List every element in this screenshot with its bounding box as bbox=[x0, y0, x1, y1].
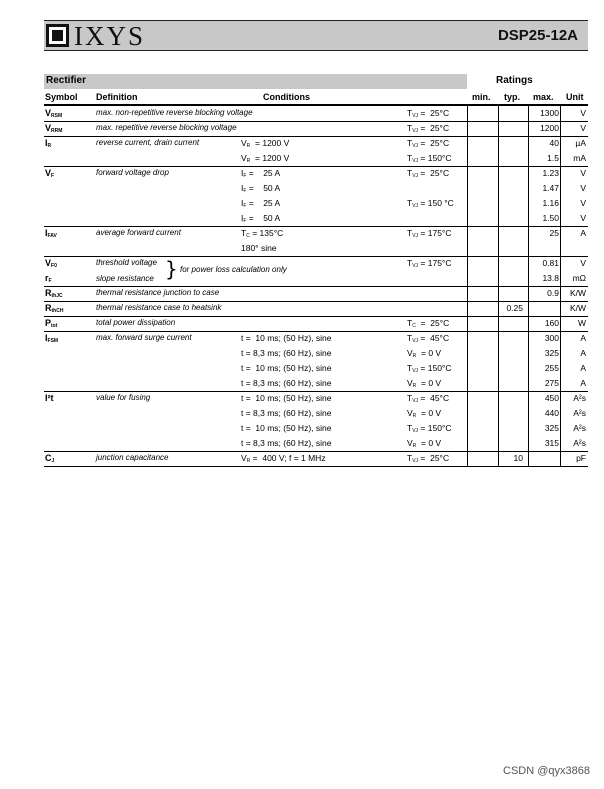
row-symbol: $R_{thJC}$ bbox=[45, 288, 63, 299]
column-rule bbox=[560, 316, 561, 331]
table-row bbox=[44, 301, 588, 317]
col-typ: typ. bbox=[504, 92, 521, 102]
row-symbol-2: $r_F$ bbox=[45, 273, 52, 284]
table-row bbox=[44, 316, 588, 332]
column-rule bbox=[467, 316, 468, 331]
row-unit: K/W bbox=[569, 303, 586, 313]
row-condition: 180° sine bbox=[241, 243, 277, 253]
column-rule bbox=[467, 286, 468, 301]
row-condition: $I_F$ = 25 A bbox=[241, 168, 281, 179]
row-unit: A²s bbox=[573, 408, 586, 418]
row-unit: V bbox=[580, 213, 586, 223]
col-symbol: Symbol bbox=[45, 92, 78, 102]
row-definition: forward voltage drop bbox=[96, 168, 169, 177]
row-condition: t = 10 ms; (50 Hz), sine bbox=[241, 363, 332, 373]
row-condition: t = 10 ms; (50 Hz), sine bbox=[241, 423, 332, 433]
row-max-value: 0.9 bbox=[547, 288, 559, 298]
table-row bbox=[44, 106, 588, 122]
row-temperature: $T_{VJ} = 150$ °C bbox=[407, 198, 454, 209]
col-conditions: Conditions bbox=[263, 92, 310, 102]
row-max-value: 275 bbox=[544, 378, 559, 388]
column-rule bbox=[528, 301, 529, 316]
row-temperature: $T_{VJ} = 25^\circ C$ bbox=[407, 123, 450, 134]
column-rule bbox=[560, 451, 561, 466]
column-rule bbox=[498, 316, 499, 331]
row-symbol: $V_{RRM}$ bbox=[45, 123, 63, 134]
column-rule bbox=[560, 106, 561, 121]
row-unit: A bbox=[580, 228, 586, 238]
row-condition: t = 8,3 ms; (60 Hz), sine bbox=[241, 438, 332, 448]
row-definition: value for fusing bbox=[96, 393, 151, 402]
row-condition: $V_R = 400$ V; f = 1 MHz bbox=[241, 453, 326, 464]
row-temperature: $T_C = 25^\circ C$ bbox=[407, 318, 450, 329]
row-unit: mA bbox=[573, 153, 586, 163]
column-rule bbox=[560, 121, 561, 136]
row-condition: $T_C = 135^\circ C$ bbox=[241, 228, 284, 239]
row-unit: V bbox=[580, 183, 586, 193]
column-rule bbox=[467, 106, 468, 121]
table-row bbox=[44, 166, 588, 227]
column-rule bbox=[498, 166, 499, 226]
row-unit: mΩ bbox=[572, 273, 586, 283]
row-unit: µA bbox=[575, 138, 586, 148]
row-condition: t = 10 ms; (50 Hz), sine bbox=[241, 393, 332, 403]
column-rule bbox=[560, 256, 561, 286]
row-max-value: 13.8 bbox=[542, 273, 559, 283]
row-condition: t = 8,3 ms; (60 Hz), sine bbox=[241, 378, 332, 388]
row-unit: pF bbox=[576, 453, 586, 463]
row-symbol: $I_{FSM}$ bbox=[45, 333, 59, 344]
row-temperature: $T_{VJ} = 25^\circ C$ bbox=[407, 168, 450, 179]
table-row bbox=[44, 136, 588, 167]
table-row bbox=[44, 226, 588, 257]
row-temperature: $V_R = 0$ V bbox=[407, 408, 442, 419]
row-condition: t = 10 ms; (50 Hz), sine bbox=[241, 333, 332, 343]
row-definition: reverse current, drain current bbox=[96, 138, 200, 147]
row-temperature: $T_{VJ} = 150^\circ C$ bbox=[407, 423, 452, 434]
column-rule bbox=[498, 256, 499, 286]
column-rule bbox=[467, 331, 468, 391]
row-definition: average forward current bbox=[96, 228, 181, 237]
row-unit: V bbox=[580, 258, 586, 268]
column-rule bbox=[560, 166, 561, 226]
column-rule bbox=[467, 301, 468, 316]
col-max: max. bbox=[533, 92, 554, 102]
ixys-logo-icon bbox=[46, 24, 69, 47]
row-max-value: 1.5 bbox=[547, 153, 559, 163]
brand-logo-text: IXYS bbox=[74, 21, 146, 51]
column-rule bbox=[560, 286, 561, 301]
column-rule bbox=[560, 226, 561, 256]
column-rule bbox=[560, 331, 561, 391]
column-rule bbox=[498, 286, 499, 301]
column-rule bbox=[467, 256, 468, 286]
column-rule bbox=[467, 451, 468, 466]
row-temperature: $T_{VJ} = 175^\circ C$ bbox=[407, 228, 452, 239]
row-typ-value: 10 bbox=[513, 453, 523, 463]
row-condition: $I_F$ = 25 A bbox=[241, 198, 281, 209]
page-header bbox=[44, 20, 588, 51]
row-definition: max. forward surge current bbox=[96, 333, 192, 342]
row-definition: junction capacitance bbox=[96, 453, 169, 462]
row-unit: A²s bbox=[573, 423, 586, 433]
column-rule bbox=[467, 166, 468, 226]
row-unit: V bbox=[580, 198, 586, 208]
row-definition: thermal resistance case to heatsink bbox=[96, 303, 222, 312]
column-rule bbox=[560, 301, 561, 316]
row-max-value: 1200 bbox=[540, 123, 559, 133]
ratings-label: Ratings bbox=[496, 75, 533, 86]
row-max-value: 160 bbox=[544, 318, 559, 328]
row-symbol: $I_{FAV}$ bbox=[45, 228, 57, 239]
row-unit: A bbox=[580, 333, 586, 343]
column-rule bbox=[498, 331, 499, 391]
row-max-value: 255 bbox=[544, 363, 559, 373]
row-max-value: 325 bbox=[544, 348, 559, 358]
row-symbol: $R_{thCH}$ bbox=[45, 303, 64, 314]
col-definition: Definition bbox=[96, 92, 138, 102]
row-unit: V bbox=[580, 108, 586, 118]
row-unit: K/W bbox=[569, 288, 586, 298]
row-symbol: $V_{RSM}$ bbox=[45, 108, 63, 119]
row-max-value: 1.50 bbox=[542, 213, 559, 223]
row-max-value: 325 bbox=[544, 423, 559, 433]
row-max-value: 300 bbox=[544, 333, 559, 343]
table-row bbox=[44, 451, 588, 467]
row-temperature: $T_{VJ} = 175^\circ C$ bbox=[407, 258, 452, 269]
row-max-value: 25 bbox=[549, 228, 559, 238]
table-row bbox=[44, 256, 588, 287]
section-header bbox=[44, 74, 467, 89]
table-row bbox=[44, 331, 588, 392]
brace-icon: } bbox=[165, 257, 178, 281]
row-temperature: $T_{VJ} = 25^\circ C$ bbox=[407, 453, 450, 464]
column-rule bbox=[560, 391, 561, 451]
column-rule bbox=[560, 136, 561, 166]
row-temperature: $T_{VJ} = 45^\circ C$ bbox=[407, 333, 450, 344]
column-rule bbox=[498, 226, 499, 256]
row-symbol: $V_F$ bbox=[45, 168, 55, 179]
row-max-value: 0.81 bbox=[542, 258, 559, 268]
row-symbol: I²t bbox=[45, 393, 54, 403]
row-definition: total power dissipation bbox=[96, 318, 176, 327]
row-temperature: $T_{VJ} = 150^\circ C$ bbox=[407, 153, 452, 164]
col-unit: Unit bbox=[566, 92, 584, 102]
section-title: Rectifier bbox=[46, 75, 87, 86]
row-unit: A²s bbox=[573, 393, 586, 403]
row-temperature: $V_R = 0$ V bbox=[407, 438, 442, 449]
row-symbol: $C_J$ bbox=[45, 453, 55, 464]
col-min: min. bbox=[472, 92, 491, 102]
column-header-row bbox=[44, 90, 588, 106]
row-definition: thermal resistance junction to case bbox=[96, 288, 220, 297]
row-symbol: $I_R$ bbox=[45, 138, 52, 149]
row-max-value: 1300 bbox=[540, 108, 559, 118]
column-rule bbox=[467, 226, 468, 256]
row-symbol: $P_{tot}$ bbox=[45, 318, 58, 329]
row-max-value: 1.47 bbox=[542, 183, 559, 193]
column-rule bbox=[498, 391, 499, 451]
row-max-value: 40 bbox=[549, 138, 559, 148]
column-rule bbox=[467, 121, 468, 136]
part-number: DSP25-12A bbox=[497, 27, 578, 44]
row-temperature: $T_{VJ} = 45^\circ C$ bbox=[407, 393, 450, 404]
column-rule bbox=[528, 451, 529, 466]
row-max-value: 315 bbox=[544, 438, 559, 448]
row-definition: max. non-repetitive reverse blocking voltage bbox=[96, 108, 253, 117]
row-temperature: $T_{VJ} = 25^\circ C$ bbox=[407, 138, 450, 149]
row-unit: A bbox=[580, 363, 586, 373]
row-temperature: $V_R = 0$ V bbox=[407, 378, 442, 389]
row-symbol: $V_{F0}$ bbox=[45, 258, 57, 269]
column-rule bbox=[467, 391, 468, 451]
row-definition-2: slope resistance bbox=[96, 274, 154, 283]
row-max-value: 440 bbox=[544, 408, 559, 418]
row-condition: $V_R = 1200$ V bbox=[241, 153, 290, 164]
column-rule bbox=[467, 136, 468, 166]
row-unit: A²s bbox=[573, 438, 586, 448]
row-max-value: 450 bbox=[544, 393, 559, 403]
column-rule bbox=[498, 121, 499, 136]
table-row bbox=[44, 286, 588, 302]
row-unit: W bbox=[577, 318, 586, 328]
watermark: CSDN @qyx3868 bbox=[503, 765, 590, 777]
row-condition: t = 8,3 ms; (60 Hz), sine bbox=[241, 348, 332, 358]
row-temperature: $V_R = 0$ V bbox=[407, 348, 442, 359]
row-definition: threshold voltage bbox=[96, 258, 157, 267]
row-temperature: $T_{VJ} = 150^\circ C$ bbox=[407, 363, 452, 374]
row-definition: max. repetitive reverse blocking voltage bbox=[96, 123, 237, 132]
row-condition: $V_R = 1200$ V bbox=[241, 138, 290, 149]
row-temperature: $T_{VJ} = 25^\circ C$ bbox=[407, 108, 450, 119]
row-condition: $I_F$ = 50 A bbox=[241, 183, 281, 194]
row-unit: A bbox=[580, 348, 586, 358]
table-row bbox=[44, 391, 588, 452]
row-note: for power loss calculation only bbox=[180, 265, 287, 274]
row-unit: V bbox=[580, 168, 586, 178]
row-typ-value: 0.25 bbox=[506, 303, 523, 313]
row-max-value: 1.16 bbox=[542, 198, 559, 208]
row-unit: V bbox=[580, 123, 586, 133]
column-rule bbox=[498, 106, 499, 121]
row-condition: t = 8,3 ms; (60 Hz), sine bbox=[241, 408, 332, 418]
row-max-value: 1.23 bbox=[542, 168, 559, 178]
row-condition: $I_F$ = 50 A bbox=[241, 213, 281, 224]
table-row bbox=[44, 121, 588, 137]
column-rule bbox=[498, 136, 499, 166]
row-unit: A bbox=[580, 378, 586, 388]
